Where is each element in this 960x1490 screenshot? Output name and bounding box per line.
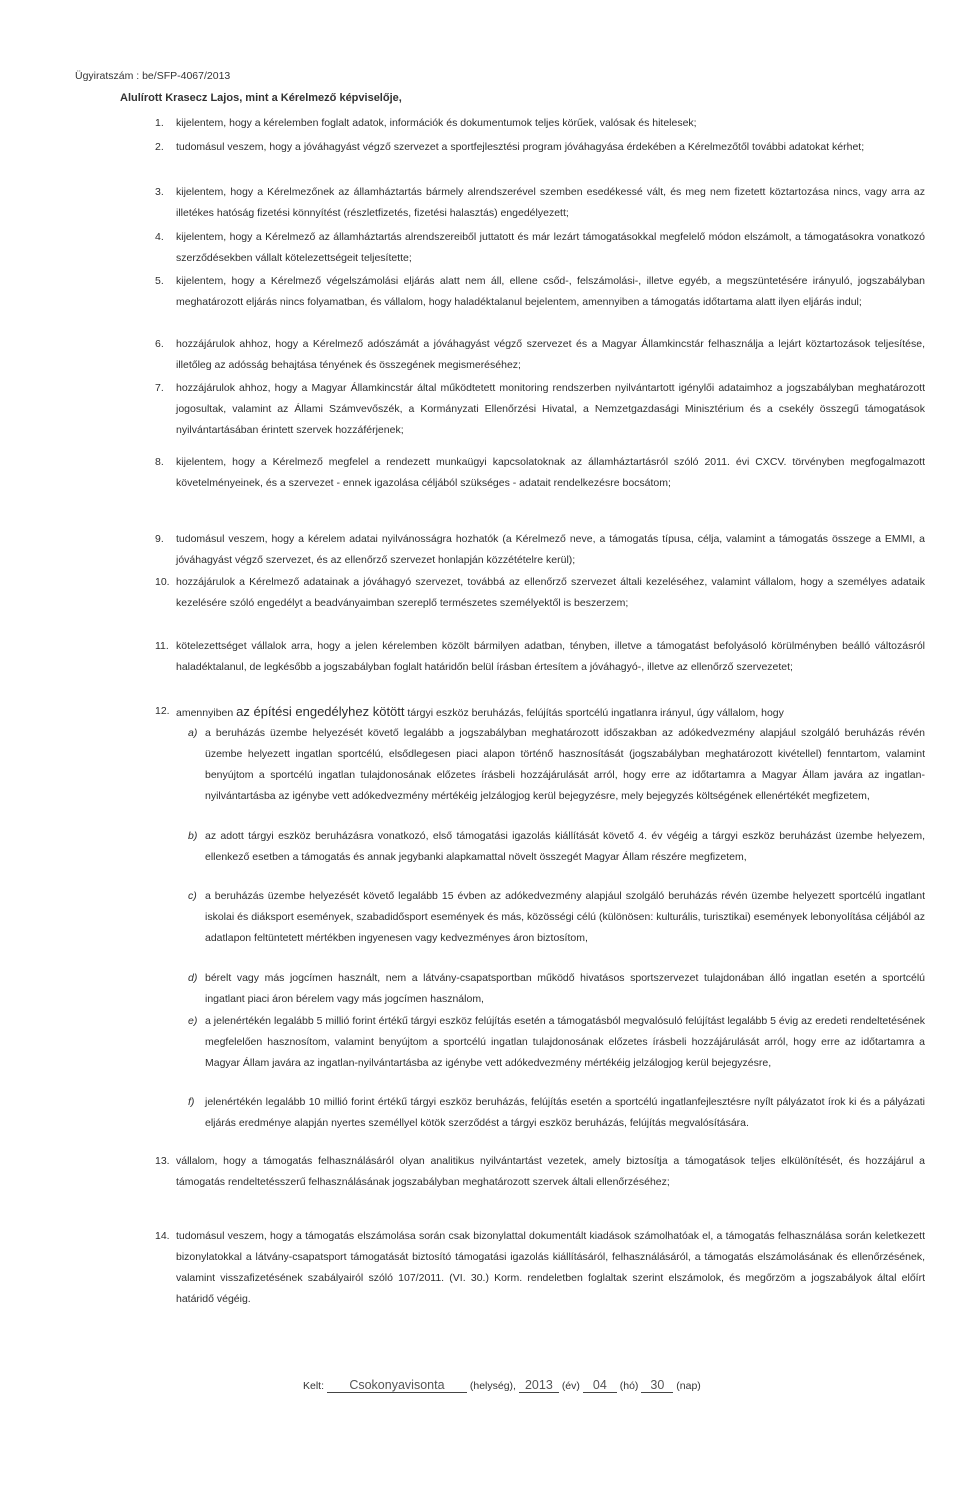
item-text: hozzájárulok ahhoz, hogy a Kérelmező adószámát a jóváhagyást végző szervezet és a Magyar Államkincstár felhasználja a lejárt köztartozások teljesítése, illetőleg az adósság behajtása tényének és összegének megismeréséhez;	[176, 338, 925, 371]
item-number: 8.	[155, 456, 164, 468]
declaration-item-7	[155, 378, 925, 441]
item-number: 9.	[155, 533, 164, 545]
place-field: Csokonyavisonta	[327, 1378, 467, 1393]
sub-item-label: d)	[188, 972, 198, 984]
declaration-item-12	[155, 701, 925, 724]
sub-item-label: e)	[188, 1015, 198, 1027]
item-text: tudomásul veszem, hogy a támogatás elszámolása során csak bizonylattal dokumentált kiadások számolhatóak el, a támogatás felhasználása során keletkezett bizonylatokkal a látvány-csapatsport támogatását biztosító támogatási igazolás kiállításáról, felhasználásáról, a támogatás elszámolásának és ellenőrzésének, valamint visszafizetésének szabályairól szóló 107/2011. (VI. 30.) Korm. rendeletben foglaltak szerint elszámolok, és megőrzöm a jogszabályok által előírt határidő végéig.	[176, 1230, 925, 1305]
place-label: (helység),	[469, 1380, 516, 1392]
item-text: tudomásul veszem, hogy a kérelem adatai nyilvánosságra hozhatók (a Kérelmező neve, a támogatás típusa, célja, valamint a támogatás összege a EMMI, a jóváhagyást végző szervezet, és az ellenőrző szervezet honlapján közzétételre kerül);	[176, 533, 925, 566]
item-number: 10.	[155, 576, 170, 588]
item-text: kötelezettséget vállalok arra, hogy a jelen kérelemben közölt bármilyen adatban, tényben, illetve a támogatást befolyásoló körülményben beálló változásról haladéktalanul, de legkésőbb a jogszabályban foglalt határidőn belül írásban értesítem a jóváhagyó-, illetve az ellenőrző szervezetet;	[176, 640, 925, 673]
item-text-start: amennyiben	[176, 707, 237, 719]
sub-item-label: f)	[188, 1096, 195, 1108]
year-field: 2013	[519, 1378, 559, 1393]
item-text: hozzájárulok ahhoz, hogy a Magyar Államkincstár által működtetett monitoring rendszerben nyilvántartott igénylői adataimhoz a jogszabályban meghatározott jogosultak, valamint az Állami Számvevőszék, a Kormányzati Ellenőrzési Hivatal, a Nemzetgazdasági Minisztérium és a csekély összegű támogatások nyilvántartásában érintett szervek hozzáférjenek;	[176, 382, 925, 436]
sub-item-text: bérelt vagy más jogcímen használt, nem a látvány-csapatsportban működő hivatásos sportszervezet tulajdonában álló ingatlan esetén a sportcélú ingatlant piaci áron bérelem vagy más jogcímen használom,	[205, 972, 925, 1005]
signature-date-line	[303, 1378, 701, 1393]
item-text: hozzájárulok a Kérelmező adatainak a jóváhagyó szervezet, továbbá az ellenőrző szervezet általi kezeléséhez, valamint vállalom, hogy a személyes adataik kezelésére szóló engedélyt a beadványaimban szereplő természetes személyektől is beszerzem;	[176, 576, 925, 609]
sub-item-label: a)	[188, 727, 198, 739]
declaration-item-6	[155, 334, 925, 376]
item-text: kijelentem, hogy a Kérelmező az államháztartás alrendszereiből juttatott és már lezárt támogatásokkal megfelelő módon elszámolt, a támogatásokra vonatkozó szerződésekben vállalt kötelezettségeit teljesítette;	[176, 231, 925, 264]
declarant-intro: Alulírott Krasecz Lajos, mint a Kérelmező képviselője,	[120, 92, 402, 104]
item-text	[155, 701, 925, 724]
item-number: 7.	[155, 382, 164, 394]
item-number: 14.	[155, 1230, 170, 1242]
sub-item-text: az adott tárgyi eszköz beruházásra vonatkozó, első támogatási igazolás kiállítását követő 4. év végéig a tárgyi eszköz beruházást üzembe helyezem, ellenkező esetben a támogatás és annak jegybanki alapkamattal növelt összegét Magyar Állam részére megfizetem,	[205, 830, 925, 863]
item-number: 4.	[155, 231, 164, 243]
month-field: 04	[583, 1378, 617, 1393]
day-field: 30	[641, 1378, 673, 1393]
declaration-item-5	[155, 271, 925, 313]
item-text: kijelentem, hogy a kérelemben foglalt adatok, információk és dokumentumok teljes körűek, valósak és hitelesek;	[176, 117, 697, 129]
sub-item-e	[188, 1011, 925, 1074]
sub-item-label: c)	[188, 890, 197, 902]
declaration-item-9	[155, 529, 925, 571]
declaration-item-4	[155, 227, 925, 269]
item-text: tudomásul veszem, hogy a jóváhagyást végző szervezet a sportfejlesztési program jóváhagyása érdekében a Kérelmezőtől további adatokat kérhet;	[176, 141, 865, 153]
sub-item-text: a jelenértékén legalább 5 millió forint értékű tárgyi eszköz felújítás esetén a támogatásból megvalósuló felújítást legalább 5 évig az eredeti rendeltetésének megfelelően hasznosítom, valamint benyújtom a sportcélú ingatlan tulajdonosának előzetes írásbeli hozzájárulását arról, hogy erre az időtartamra a Magyar Állam javára az ingatlan-nyilvántartásba az igénybe vett adókedvezmény mértékéig jelzálogjog kerül bejegyzésre,	[205, 1015, 925, 1069]
declaration-item-13	[155, 1151, 925, 1193]
reference-number: Ügyiratszám : be/SFP-4067/2013	[75, 70, 231, 82]
kelt-label: Kelt:	[303, 1380, 325, 1392]
month-label: (hó)	[619, 1380, 639, 1392]
sub-item-label: b)	[188, 830, 198, 842]
item-text-end: tárgyi eszköz beruházás, felújítás sportcélú ingatlanra irányul, úgy vállalom, hogy	[404, 707, 784, 719]
declaration-item-3	[155, 182, 925, 224]
item-number: 2.	[155, 141, 164, 153]
item-number: 11.	[155, 640, 169, 652]
item-text: kijelentem, hogy a Kérelmező végelszámolási eljárás alatt nem áll, ellene csőd-, felszámolási-, illetve egyéb, a megszüntetésére irányuló, jogszabályban meghatározott eljárás nincs folyamatban, és vállalom, hogy haladéktalanul bejelentem, amennyiben a támogatás időtartama alatt ilyen eljárás indul;	[176, 275, 925, 308]
item-number: 5.	[155, 275, 164, 287]
item-number: 1.	[155, 117, 164, 129]
declaration-item-1	[155, 113, 925, 134]
sub-item-c	[188, 886, 925, 949]
item-text-emphasis: az építési engedélyhez kötött	[236, 704, 405, 719]
sub-item-text: a beruházás üzembe helyezését követő legalább a jogszabályban meghatározott időszakban az adókedvezmény alapjául szolgáló beruházás révén üzembe helyezett ingatlan sportcélú, elsődlegesen piaci alapon történő hasznosítását (jogszabályban meghatározott kivétellel) fenntartom, valamint benyújtom a sportcélú ingatlan tulajdonosának előzetes írásbeli hozzájárulását arról, hogy erre az időtartamra a Magyar Állam javára az ingatlan-nyilvántartásba az igénybe vett adókedvezmény mértékéig jelzálogjog kerül bejegyzésre, mely bejegyzés költségének ellenértékét megfizetem,	[205, 727, 925, 802]
year-label: (év)	[561, 1380, 580, 1392]
sub-item-a	[188, 723, 925, 807]
item-number: 3.	[155, 186, 164, 198]
declaration-item-14	[155, 1226, 925, 1310]
day-label: (nap)	[676, 1380, 701, 1392]
sub-item-d	[188, 968, 925, 1010]
item-number: 13.	[155, 1155, 170, 1167]
declaration-item-2	[155, 137, 925, 158]
sub-item-b	[188, 826, 925, 868]
declaration-item-11	[155, 636, 925, 678]
item-text: kijelentem, hogy a Kérelmező megfelel a rendezett munkaügyi kapcsolatoknak az államháztartásról szóló 2011. évi CXCV. törvényben megfogalmazott követelményeinek, és a szervezet - ennek igazolása céljából szükséges - adatait rendelkezésre bocsátom;	[176, 456, 925, 489]
item-text: kijelentem, hogy a Kérelmezőnek az államháztartás bármely alrendszerével szemben esedékessé vált, és meg nem fizetett köztartozása nincs, vagy arra az illetékes hatóság fizetési könnyítést (részletfizetés, fizetési halasztás) engedélyezett;	[176, 186, 925, 219]
item-text: vállalom, hogy a támogatás felhasználásáról olyan analitikus nyilvántartást vezetek, amely biztosítja a támogatások teljes elkülönítését, és hozzájárul a támogatás rendeltetésszerű felhasználásának jogszabályban meghatározott szervek általi ellenőrzéséhez;	[176, 1155, 925, 1188]
declaration-item-8	[155, 452, 925, 494]
sub-item-text: jelenértékén legalább 10 millió forint értékű tárgyi eszköz beruházás, felújítás esetén a sportcélú ingatlanfejlesztésre nyílt pályázatot írok ki és a pályázati eljárás eredménye alapján nyertes személlyel kötök szerződést a tárgyi eszköz beruházás, felújítás megvalósítására.	[205, 1096, 925, 1129]
declaration-item-10	[155, 572, 925, 614]
sub-item-text: a beruházás üzembe helyezését követő legalább 15 évben az adókedvezmény alapjául szolgáló beruházás révén üzembe helyezett sportcélú ingatlant iskolai és diáksport események, szabadidősport események és más, közösségi célú (különösen: kulturális, turisztikai) események lebonyolítása céljából az adatlapon feltüntetett mértékben ingyenesen vagy kedvezményes áron biztosítom,	[205, 890, 925, 944]
item-number: 12.	[155, 705, 170, 717]
sub-item-f	[188, 1092, 925, 1134]
item-number: 6.	[155, 338, 164, 350]
